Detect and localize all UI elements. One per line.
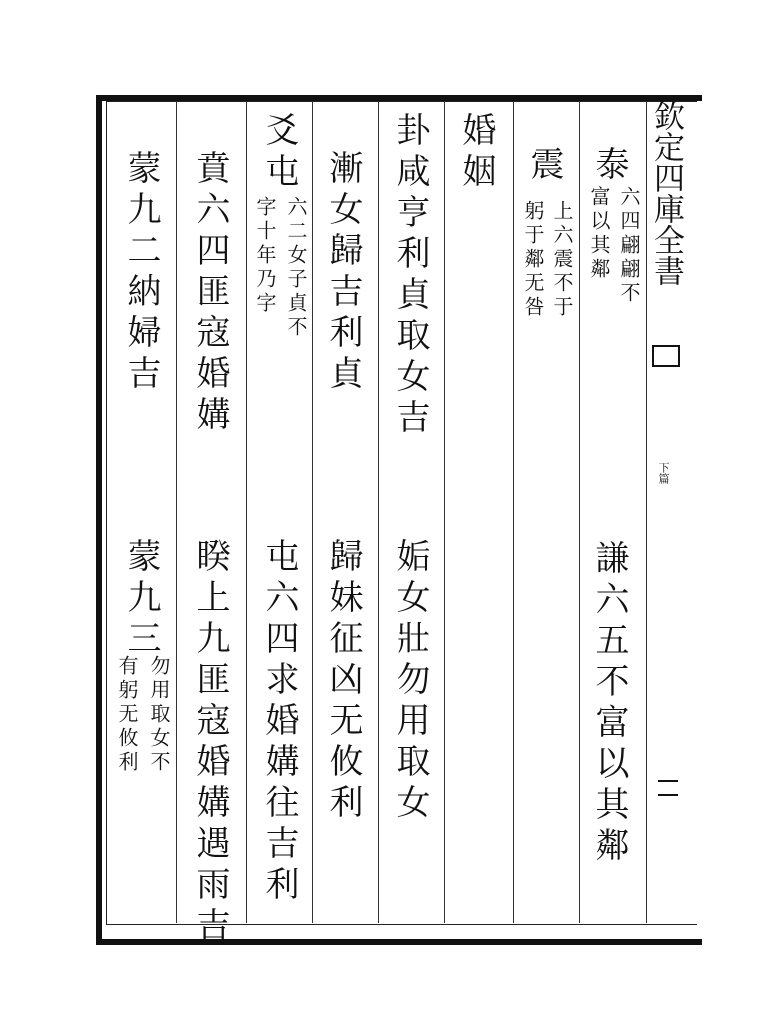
c6-top-head: 爻屯 xyxy=(259,112,299,194)
column-rule xyxy=(646,101,647,923)
column-rule xyxy=(579,101,580,923)
column-rule xyxy=(176,101,177,923)
c4-bottom: 姤女壯勿用取女 xyxy=(390,538,430,825)
c6-top-note-a: 六二女子貞不 xyxy=(284,196,308,340)
fishtail-mark xyxy=(652,345,680,367)
column-rule xyxy=(312,101,313,923)
c8-bottom-note-b: 有躬无攸利 xyxy=(115,655,139,775)
c2-top-head: 震 xyxy=(524,146,564,187)
c1-top-note-b: 富以其鄰 xyxy=(587,186,611,282)
column-rule xyxy=(444,101,445,923)
c1-top-note-a: 六四翩翩不 xyxy=(617,186,641,306)
c1-top-head: 泰 xyxy=(589,146,629,187)
c5-bottom: 歸妹征凶无攸利 xyxy=(323,538,363,825)
column-rule xyxy=(513,101,514,923)
c6-top-note-b: 字十年乃字 xyxy=(253,196,277,316)
section-note: 下篇 xyxy=(657,462,670,484)
c7-top: 賁六四匪寇婚媾 xyxy=(190,150,230,437)
c2-top-note-a: 上六震不于 xyxy=(550,200,574,320)
book-title: 欽定四庫全書 xyxy=(648,100,684,286)
margin-mark xyxy=(658,780,678,796)
c2-top-note-b: 躬于鄰无咎 xyxy=(521,200,545,320)
c6-bottom: 屯六四求婚媾往吉利 xyxy=(259,538,299,907)
c8-bottom-note-a: 勿用取女不 xyxy=(147,655,171,775)
c5-top: 漸女歸吉利貞 xyxy=(323,150,363,396)
c8-bottom-head: 蒙九三 xyxy=(121,538,161,661)
column-rule xyxy=(378,101,379,923)
c7-bottom: 睽上九匪寇婚媾遇雨吉 xyxy=(190,538,230,948)
column-rule xyxy=(246,101,247,923)
c1-bottom: 謙六五不富以其鄰 xyxy=(589,540,629,868)
c4-top: 卦咸亨利貞取女吉 xyxy=(390,112,430,440)
c3-heading: 婚姻 xyxy=(456,112,496,194)
c8-top: 蒙九二納婦吉 xyxy=(121,150,161,396)
